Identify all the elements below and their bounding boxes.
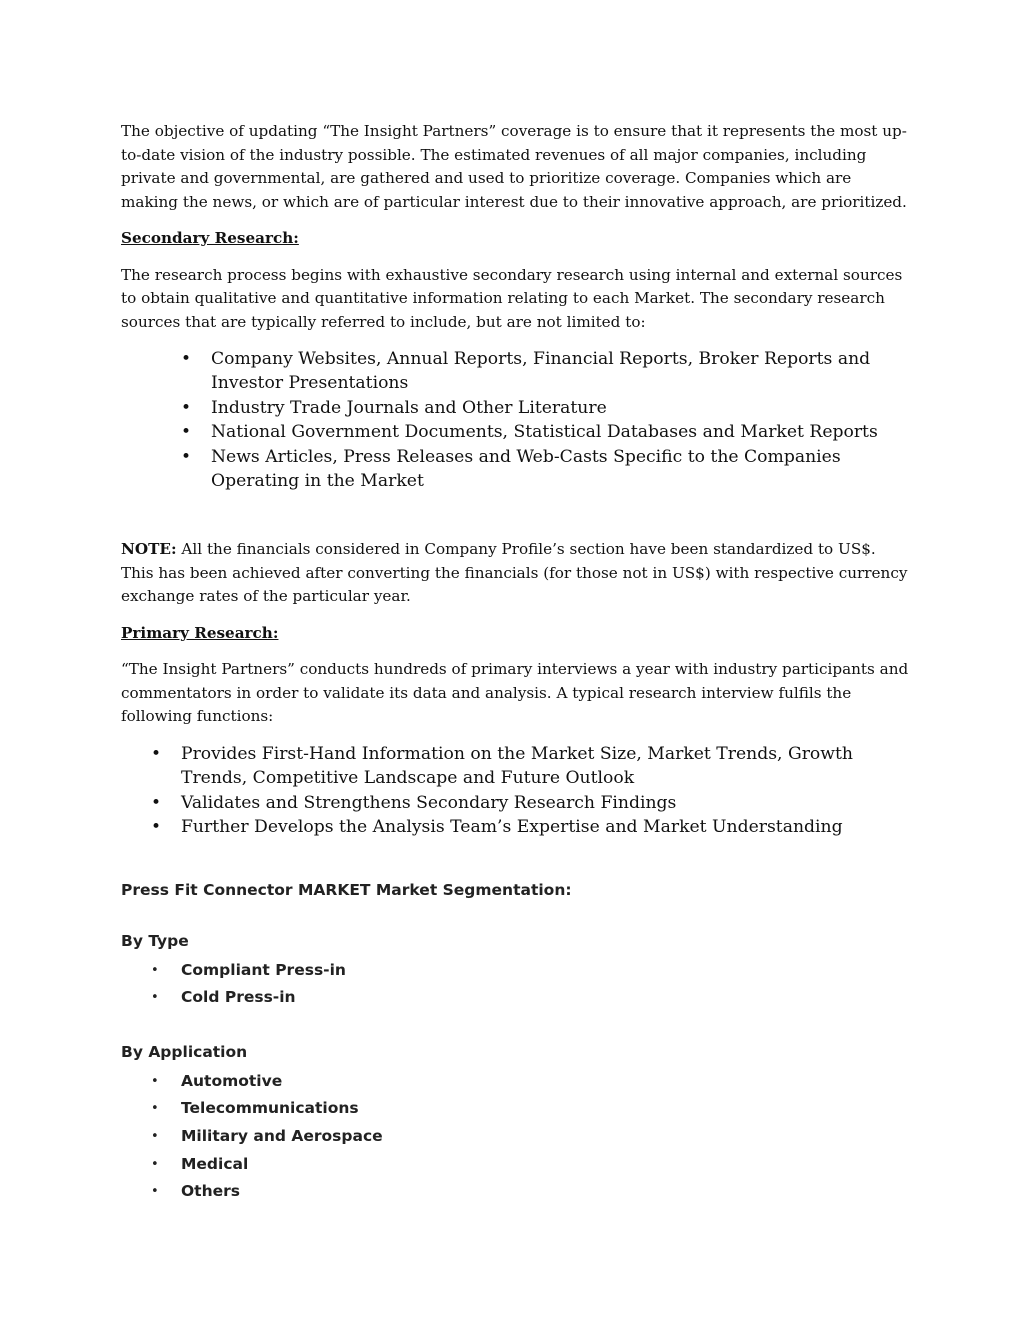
list-item-text: Company Websites, Annual Reports, Financial Reports, Broker Reports and Investor Presentations: [211, 349, 871, 394]
list-item-text: News Articles, Press Releases and Web-Casts Specific to the Companies Operating in the Market: [211, 446, 841, 492]
bullet-icon: •: [181, 422, 192, 443]
list-item-text: Medical: [181, 1154, 249, 1173]
note-paragraph: [121, 538, 911, 609]
bullet-icon: •: [151, 817, 162, 838]
primary-research-paragraph: “The Insight Partners” conducts hundreds of primary interviews a year with industry participants and commentators in order to validate its data and analysis. A typical research interview fulfils the following functions:: [121, 660, 909, 726]
by-type-title: By Type: [121, 931, 189, 950]
list-item: [121, 984, 911, 1012]
by-type-list: [121, 957, 911, 1012]
bullet-icon: •: [181, 446, 192, 467]
secondary-research-heading: Secondary Research:: [121, 229, 299, 247]
intro-paragraph: The objective of updating “The Insight Partners” coverage is to ensure that it represents the most up-to-date vision of the industry possible. The estimated revenues of all major companies, including private and governmental, are gathered and used to prioritize coverage. Companies which are making the news, or which are of particular interest due to their innovative approach, are prioritized.: [121, 122, 907, 211]
bullet-icon: •: [181, 349, 192, 369]
list-item: [121, 791, 911, 815]
bullet-icon: •: [151, 1156, 159, 1172]
list-item-text: Military and Aerospace: [181, 1126, 383, 1145]
bullet-icon: •: [151, 792, 162, 813]
list-item: [121, 742, 911, 791]
list-item-text: Further Develops the Analysis Team’s Expertise and Market Understanding: [181, 817, 843, 838]
bullet-icon: •: [151, 743, 162, 764]
list-item: [121, 420, 911, 444]
bullet-icon: •: [151, 1073, 159, 1089]
bullet-icon: •: [151, 1184, 159, 1200]
note-text: All the financials considered in Company Profile’s section have been standardized to US$. This has been achieved after converting the financials (for those not in US$) with respective currency exchange rates of the particular year.: [121, 540, 908, 606]
list-item: [121, 1151, 911, 1179]
list-item: [121, 445, 911, 494]
bullet-icon: •: [151, 1128, 159, 1144]
list-item-text: National Government Documents, Statistical Databases and Market Reports: [211, 422, 878, 443]
list-item-text: Provides First-Hand Information on the Market Size, Market Trends, Growth Trends, Competitive Landscape and Future Outlook: [181, 743, 853, 789]
note-label: NOTE:: [121, 540, 177, 559]
bullet-icon: •: [151, 962, 159, 978]
list-item: [121, 957, 911, 985]
document-content: [121, 120, 911, 1235]
list-item: [121, 1178, 911, 1206]
primary-research-heading: Primary Research:: [121, 623, 279, 642]
list-item: [121, 815, 911, 839]
list-item-text: Validates and Strengthens Secondary Research Findings: [181, 792, 677, 813]
list-item: [121, 1068, 911, 1096]
list-item-text: Cold Press-in: [181, 988, 296, 1007]
list-item: [121, 1123, 911, 1151]
list-item: [121, 396, 911, 420]
list-item-text: Automotive: [181, 1071, 283, 1090]
list-item: [121, 347, 911, 396]
list-item: [121, 1095, 911, 1123]
secondary-research-paragraph: The research process begins with exhaustive secondary research using internal and external sources to obtain qualitative and quantitative information relating to each Market. The secondary research sources that are typically referred to include, but are not limited to:: [121, 265, 903, 331]
primary-functions-list: [121, 742, 911, 840]
list-item-text: Compliant Press-in: [181, 960, 346, 979]
segmentation-title: Press Fit Connector MARKET Market Segmentation:: [121, 880, 572, 899]
list-item-text: Industry Trade Journals and Other Literature: [211, 397, 607, 418]
bullet-icon: •: [181, 397, 192, 418]
bullet-icon: •: [151, 990, 159, 1006]
by-application-list: [121, 1068, 911, 1206]
list-item-text: Telecommunications: [181, 1099, 359, 1118]
list-item-text: Others: [181, 1182, 241, 1201]
by-application-title: By Application: [121, 1042, 248, 1061]
bullet-icon: •: [151, 1101, 159, 1117]
secondary-sources-list: [121, 347, 911, 493]
